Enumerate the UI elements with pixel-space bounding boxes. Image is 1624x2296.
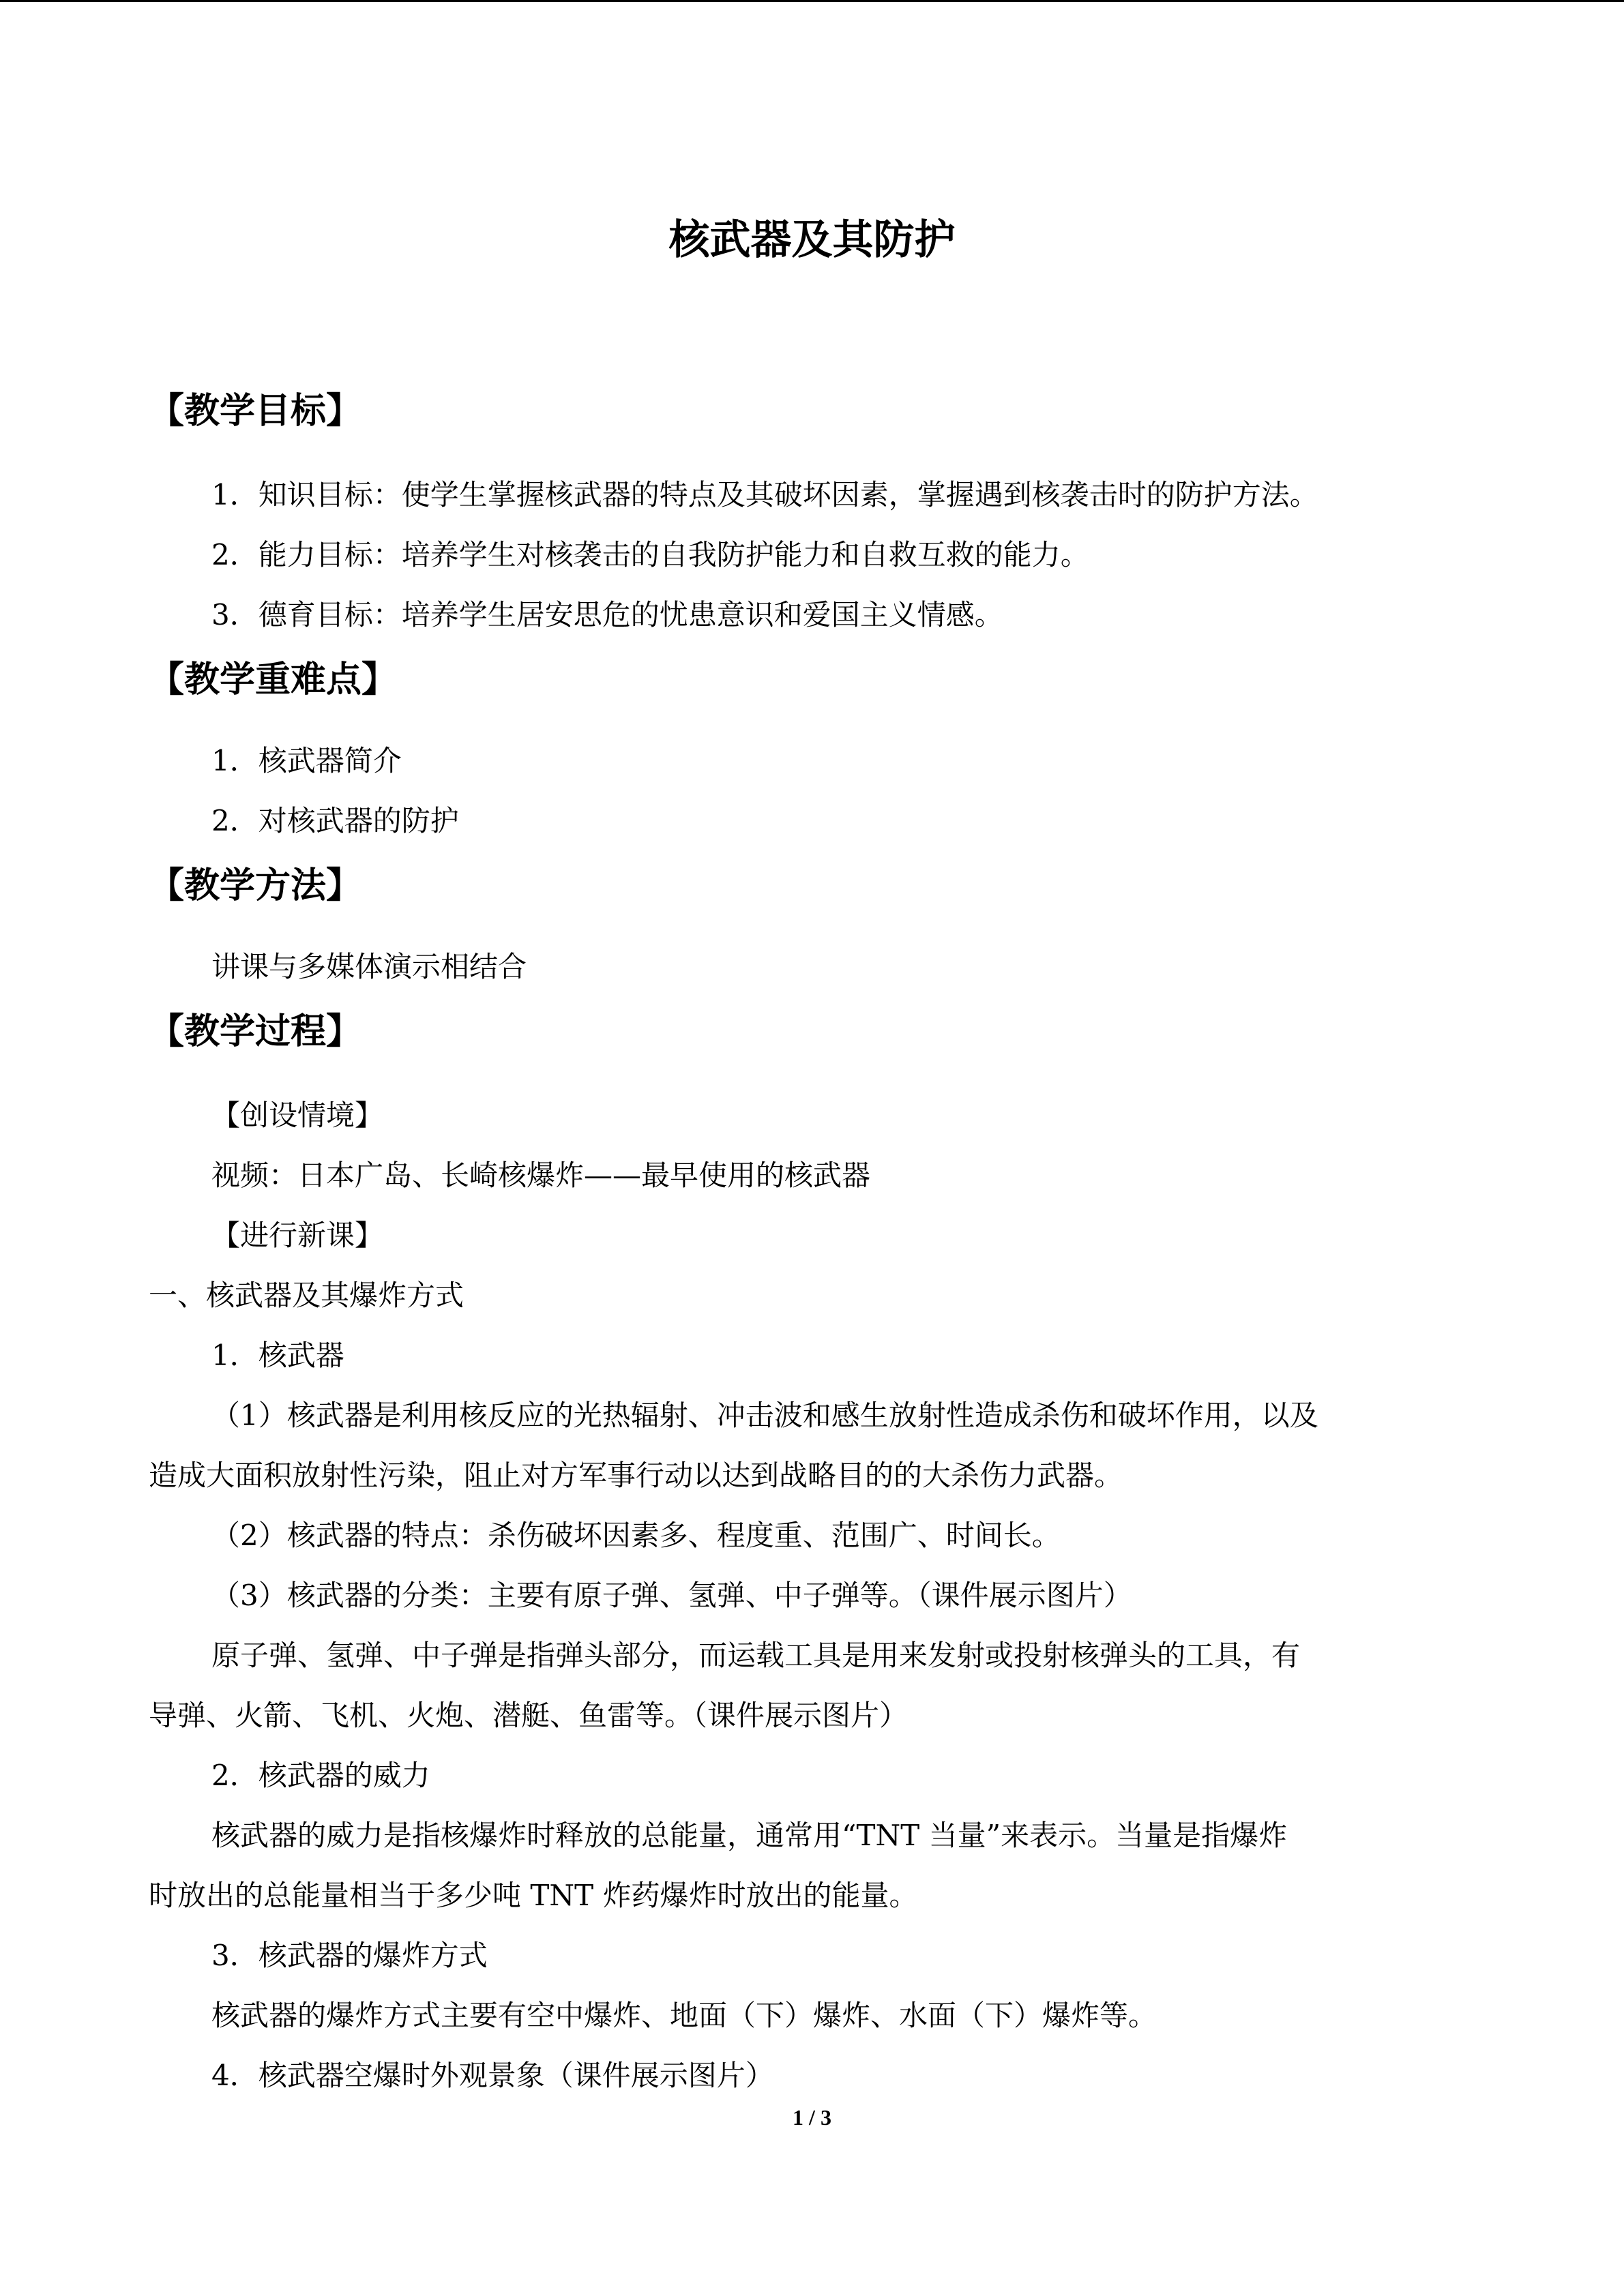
paragraph-line: 时放出的总能量相当于多少吨 TNT 炸药爆炸时放出的能量。 [149, 1879, 918, 1912]
paragraph-line: 视频：日本广岛、长崎核爆炸——最早使用的核武器 [211, 1159, 871, 1192]
paragraph-line: 核武器的爆炸方式主要有空中爆炸、地面（下）爆炸、水面（下）爆炸等。 [211, 1999, 1157, 2032]
section-heading-key-points: 【教学重难点】 [149, 659, 398, 700]
paragraph-line: （1）核武器是利用核反应的光热辐射、冲击波和感生放射性造成杀伤和破坏作用，以及 [211, 1399, 1318, 1432]
section-heading-process: 【教学过程】 [149, 1011, 362, 1052]
topic-heading: 4．核武器空爆时外观景象（课件展示图片） [211, 2059, 774, 2092]
objective-item: 2．能力目标：培养学生对核袭击的自我防护能力和自救互救的能力。 [211, 538, 1089, 571]
objective-item: 1．知识目标：使学生掌握核武器的特点及其破坏因素，掌握遇到核袭击时的防护方法。 [211, 478, 1318, 511]
document-title: 核武器及其防护 [668, 216, 956, 264]
paragraph-line: （3）核武器的分类：主要有原子弹、氢弹、中子弹等。（课件展示图片） [211, 1579, 1132, 1612]
topic-heading: 2．核武器的威力 [211, 1759, 430, 1792]
topic-heading: 3．核武器的爆炸方式 [211, 1939, 488, 1972]
section-heading-objectives: 【教学目标】 [149, 391, 362, 432]
section-heading-method: 【教学方法】 [149, 865, 362, 906]
subsection-label: 【进行新课】 [211, 1219, 384, 1252]
topic-heading: 1．核武器 [211, 1339, 344, 1372]
paragraph-line: 导弹、火箭、飞机、火炮、潜艇、鱼雷等。（课件展示图片） [149, 1699, 909, 1732]
method-text: 讲课与多媒体演示相结合 [211, 950, 527, 983]
paragraph-line: 造成大面积放射性污染，阻止对方军事行动以达到战略目的的大杀伤力武器。 [149, 1459, 1123, 1492]
key-point-item: 1．核武器简介 [211, 744, 402, 777]
paragraph-line: 核武器的威力是指核爆炸时释放的总能量，通常用“TNT 当量”来表示。当量是指爆炸 [211, 1819, 1288, 1852]
subsection-label: 【创设情境】 [211, 1099, 384, 1132]
paragraph-line: （2）核武器的特点：杀伤破坏因素多、程度重、范围广、时间长。 [211, 1519, 1061, 1552]
chapter-heading: 一、核武器及其爆炸方式 [149, 1279, 464, 1312]
key-point-item: 2．对核武器的防护 [211, 804, 459, 837]
page-top-border [0, 0, 1624, 2]
objective-item: 3．德育目标：培养学生居安思危的忧患意识和爱国主义情感。 [211, 598, 1003, 631]
page-number: 1 / 3 [793, 2105, 831, 2130]
paragraph-line: 原子弹、氢弹、中子弹是指弹头部分，而运载工具是用来发射或投射核弹头的工具，有 [211, 1639, 1301, 1672]
